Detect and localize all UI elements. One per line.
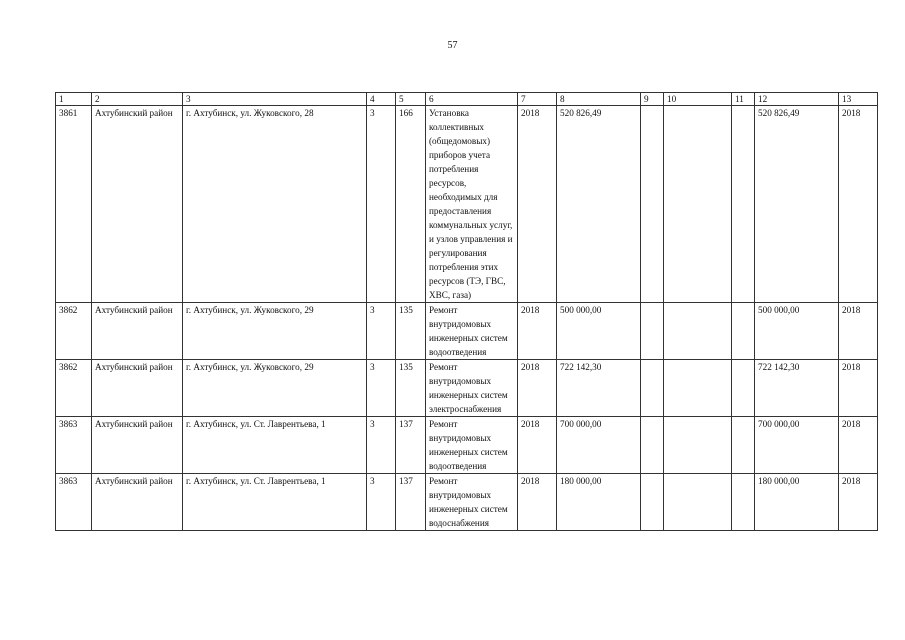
total-amount-cell: 722 142,30 [755, 360, 839, 417]
district-cell: Ахтубинский район [92, 106, 183, 303]
amount-cell: 722 142,30 [557, 360, 641, 417]
column-number-header: 11 [732, 93, 755, 106]
col9-cell [641, 474, 664, 531]
col5-cell: 137 [396, 474, 426, 531]
amount-cell: 520 826,49 [557, 106, 641, 303]
table-row [56, 303, 878, 360]
col5-cell: 135 [396, 360, 426, 417]
district-cell: Ахтубинский район [92, 303, 183, 360]
completion-year-cell: 2018 [839, 417, 878, 474]
col4-cell: 3 [367, 474, 396, 531]
table-row [56, 106, 878, 303]
col9-cell [641, 360, 664, 417]
total-amount-cell: 500 000,00 [755, 303, 839, 360]
column-number-header: 3 [183, 93, 367, 106]
register-table [55, 92, 878, 531]
column-number-header: 2 [92, 93, 183, 106]
col9-cell [641, 303, 664, 360]
address-cell: г. Ахтубинск, ул. Ст. Лаврентьева, 1 [183, 417, 367, 474]
column-number-header: 5 [396, 93, 426, 106]
work-type-cell: Установка коллективных (общедомовых) приборов учета потребления ресурсов, необходимых для предоставления коммунальных услуг, и узлов управления и регулирования потребления этих ресурсов (ТЭ, ГВС, ХВС, газа) [426, 106, 518, 303]
row-id-cell: 3862 [56, 360, 92, 417]
district-cell: Ахтубинский район [92, 360, 183, 417]
col9-cell [641, 106, 664, 303]
col5-cell: 135 [396, 303, 426, 360]
col10-cell [664, 360, 732, 417]
table-header-row [56, 93, 878, 106]
col10-cell [664, 474, 732, 531]
col5-cell: 166 [396, 106, 426, 303]
row-id-cell: 3861 [56, 106, 92, 303]
completion-year-cell: 2018 [839, 474, 878, 531]
completion-year-cell: 2018 [839, 303, 878, 360]
col11-cell [732, 417, 755, 474]
amount-cell: 500 000,00 [557, 303, 641, 360]
completion-year-cell: 2018 [839, 106, 878, 303]
column-number-header: 12 [755, 93, 839, 106]
col11-cell [732, 360, 755, 417]
address-cell: г. Ахтубинск, ул. Жуковского, 28 [183, 106, 367, 303]
work-type-cell: Ремонт внутридомовых инженерных систем водоснабжения [426, 474, 518, 531]
col5-cell: 137 [396, 417, 426, 474]
year-cell: 2018 [518, 303, 557, 360]
table-row [56, 474, 878, 531]
col9-cell [641, 417, 664, 474]
col11-cell [732, 106, 755, 303]
address-cell: г. Ахтубинск, ул. Жуковского, 29 [183, 360, 367, 417]
col4-cell: 3 [367, 417, 396, 474]
work-type-cell: Ремонт внутридомовых инженерных систем электроснабжения [426, 360, 518, 417]
address-cell: г. Ахтубинск, ул. Жуковского, 29 [183, 303, 367, 360]
total-amount-cell: 520 826,49 [755, 106, 839, 303]
total-amount-cell: 180 000,00 [755, 474, 839, 531]
col10-cell [664, 417, 732, 474]
year-cell: 2018 [518, 360, 557, 417]
year-cell: 2018 [518, 417, 557, 474]
column-number-header: 4 [367, 93, 396, 106]
column-number-header: 10 [664, 93, 732, 106]
col4-cell: 3 [367, 106, 396, 303]
row-id-cell: 3863 [56, 417, 92, 474]
row-id-cell: 3862 [56, 303, 92, 360]
col4-cell: 3 [367, 303, 396, 360]
column-number-header: 1 [56, 93, 92, 106]
page-number: 57 [447, 40, 458, 51]
year-cell: 2018 [518, 474, 557, 531]
column-number-header: 8 [557, 93, 641, 106]
col11-cell [732, 303, 755, 360]
column-number-header: 6 [426, 93, 518, 106]
district-cell: Ахтубинский район [92, 474, 183, 531]
year-cell: 2018 [518, 106, 557, 303]
column-number-header: 9 [641, 93, 664, 106]
column-number-header: 13 [839, 93, 878, 106]
col10-cell [664, 106, 732, 303]
total-amount-cell: 700 000,00 [755, 417, 839, 474]
amount-cell: 700 000,00 [557, 417, 641, 474]
col10-cell [664, 303, 732, 360]
col11-cell [732, 474, 755, 531]
table-body [56, 93, 878, 531]
district-cell: Ахтубинский район [92, 417, 183, 474]
table-row [56, 417, 878, 474]
work-type-cell: Ремонт внутридомовых инженерных систем водоотведения [426, 303, 518, 360]
completion-year-cell: 2018 [839, 360, 878, 417]
row-id-cell: 3863 [56, 474, 92, 531]
col4-cell: 3 [367, 360, 396, 417]
amount-cell: 180 000,00 [557, 474, 641, 531]
work-type-cell: Ремонт внутридомовых инженерных систем водоотведения [426, 417, 518, 474]
table-row [56, 360, 878, 417]
column-number-header: 7 [518, 93, 557, 106]
address-cell: г. Ахтубинск, ул. Ст. Лаврентьева, 1 [183, 474, 367, 531]
